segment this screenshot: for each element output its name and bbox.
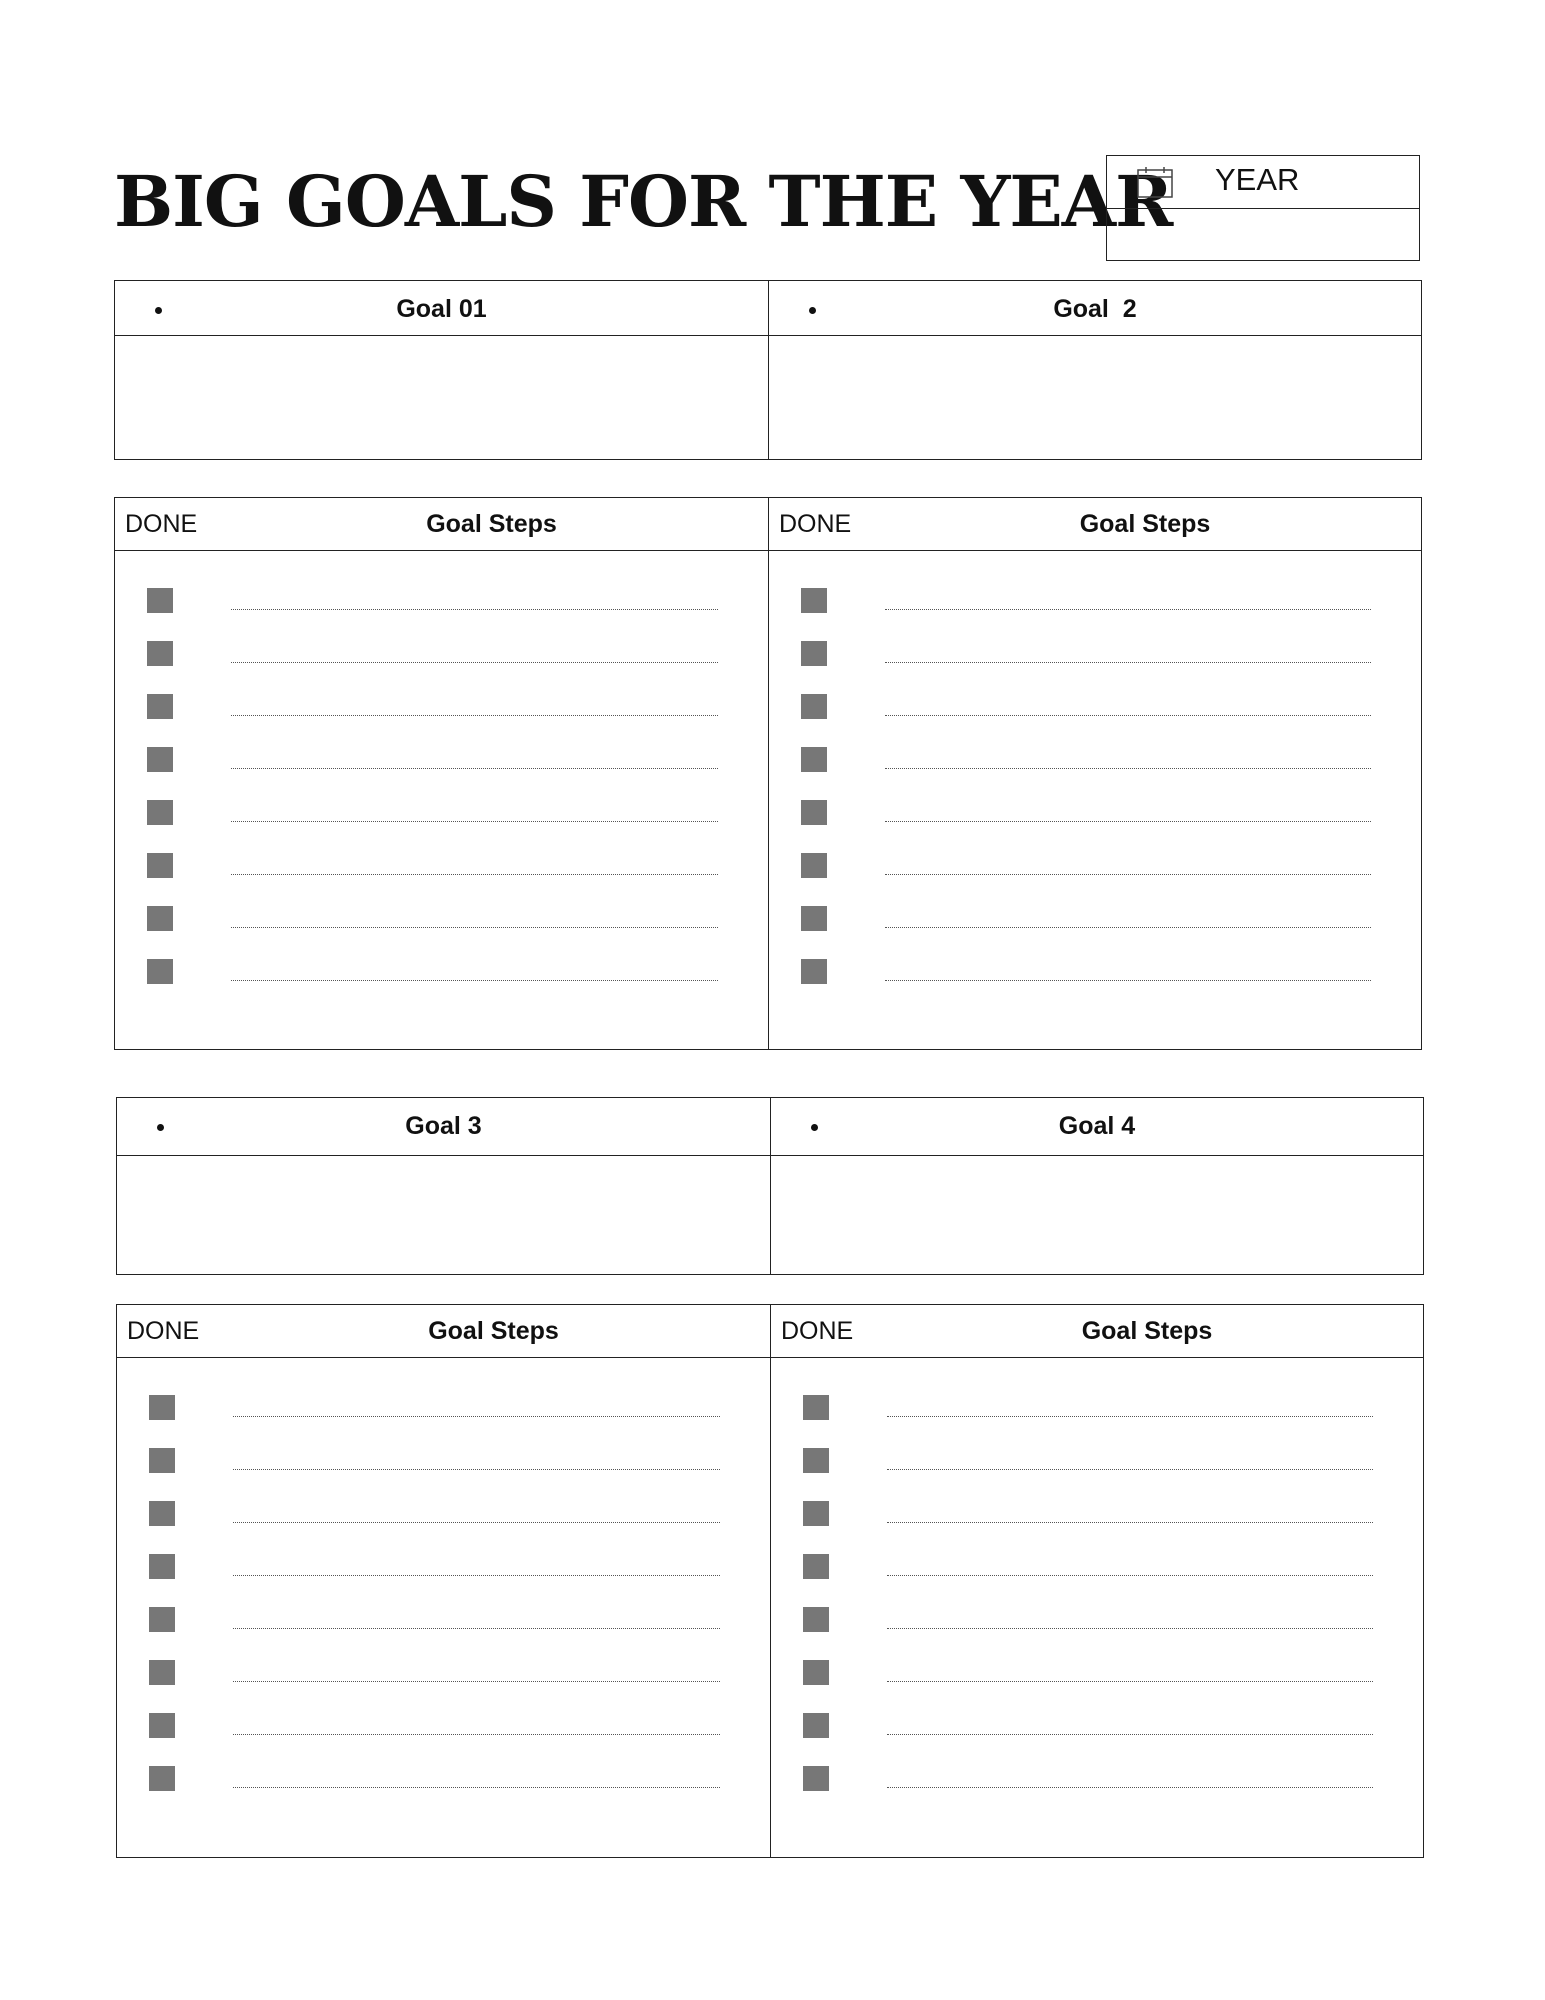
done-checkbox[interactable] xyxy=(801,959,827,984)
done-checkbox[interactable] xyxy=(801,641,827,666)
goal-1-steps-column xyxy=(115,498,768,1049)
step-row xyxy=(115,588,768,641)
goal-3-steps-list xyxy=(117,1395,770,1819)
step-input-line[interactable] xyxy=(887,1469,1373,1470)
goal-2-column xyxy=(768,281,1421,459)
done-label: DONE xyxy=(779,510,852,538)
done-checkbox[interactable] xyxy=(149,1713,175,1738)
step-input-line[interactable] xyxy=(887,1416,1373,1417)
goal-1-description-area[interactable] xyxy=(115,336,768,456)
done-checkbox[interactable] xyxy=(147,588,173,613)
done-label: DONE xyxy=(781,1317,854,1345)
step-row xyxy=(117,1660,770,1713)
step-row xyxy=(769,800,1421,853)
done-checkbox[interactable] xyxy=(801,853,827,878)
step-input-line[interactable] xyxy=(231,927,718,928)
done-checkbox[interactable] xyxy=(147,800,173,825)
goal-4-column xyxy=(770,1098,1423,1274)
done-checkbox[interactable] xyxy=(801,747,827,772)
step-row xyxy=(771,1448,1423,1501)
done-checkbox[interactable] xyxy=(803,1660,829,1685)
goal-3-steps-header xyxy=(117,1305,770,1358)
step-row xyxy=(769,959,1421,1012)
done-checkbox[interactable] xyxy=(147,959,173,984)
done-checkbox[interactable] xyxy=(149,1501,175,1526)
page-title: BIG GOALS FOR THE YEAR xyxy=(114,160,1173,243)
done-checkbox[interactable] xyxy=(801,906,827,931)
done-checkbox[interactable] xyxy=(801,694,827,719)
step-input-line[interactable] xyxy=(233,1575,720,1576)
goal-4-title: Goal 4 xyxy=(1058,1112,1136,1140)
goal-1-steps-list xyxy=(115,588,768,1012)
steps-box-1-2 xyxy=(114,497,1422,1050)
step-row xyxy=(115,906,768,959)
step-input-line[interactable] xyxy=(233,1734,720,1735)
goal-2-steps-list xyxy=(769,588,1421,1012)
done-checkbox[interactable] xyxy=(147,853,173,878)
step-row xyxy=(115,747,768,800)
step-row xyxy=(117,1501,770,1554)
done-checkbox[interactable] xyxy=(801,588,827,613)
goal-box-3-4 xyxy=(116,1097,1424,1275)
step-input-line[interactable] xyxy=(887,1787,1373,1788)
goal-4-steps-list xyxy=(771,1395,1423,1819)
goal-2-description-area[interactable] xyxy=(769,336,1421,456)
step-row xyxy=(769,641,1421,694)
step-row xyxy=(117,1395,770,1448)
year-input-area[interactable] xyxy=(1107,209,1419,261)
done-checkbox[interactable] xyxy=(803,1713,829,1738)
step-row xyxy=(117,1766,770,1819)
step-row xyxy=(769,694,1421,747)
step-input-line[interactable] xyxy=(885,768,1371,769)
step-input-line[interactable] xyxy=(233,1681,720,1682)
step-input-line[interactable] xyxy=(887,1734,1373,1735)
goal-1-header xyxy=(115,281,768,336)
done-checkbox[interactable] xyxy=(149,1554,175,1579)
goal-3-header xyxy=(117,1098,770,1156)
step-row xyxy=(771,1501,1423,1554)
step-input-line[interactable] xyxy=(231,821,718,822)
done-checkbox[interactable] xyxy=(803,1501,829,1526)
done-checkbox[interactable] xyxy=(147,906,173,931)
done-checkbox[interactable] xyxy=(803,1766,829,1791)
step-row xyxy=(771,1395,1423,1448)
step-row xyxy=(117,1448,770,1501)
step-input-line[interactable] xyxy=(887,1628,1373,1629)
step-input-line[interactable] xyxy=(231,715,718,716)
step-input-line[interactable] xyxy=(233,1522,720,1523)
step-input-line[interactable] xyxy=(231,874,718,875)
steps-box-3-4 xyxy=(116,1304,1424,1858)
step-input-line[interactable] xyxy=(885,927,1371,928)
step-row xyxy=(769,747,1421,800)
step-input-line[interactable] xyxy=(885,874,1371,875)
year-box xyxy=(1106,155,1420,261)
year-header xyxy=(1107,156,1419,209)
goal-2-steps-header xyxy=(769,498,1421,551)
step-row xyxy=(771,1554,1423,1607)
step-row xyxy=(115,800,768,853)
done-checkbox[interactable] xyxy=(803,1554,829,1579)
step-input-line[interactable] xyxy=(887,1575,1373,1576)
goal-4-header xyxy=(771,1098,1423,1156)
goal-steps-label: Goal Steps xyxy=(426,510,557,538)
goal-steps-label: Goal Steps xyxy=(428,1317,559,1345)
step-input-line[interactable] xyxy=(887,1522,1373,1523)
step-row xyxy=(771,1660,1423,1713)
done-label: DONE xyxy=(125,510,198,538)
step-input-line[interactable] xyxy=(885,821,1371,822)
step-row xyxy=(769,853,1421,906)
done-checkbox[interactable] xyxy=(803,1395,829,1420)
step-input-line[interactable] xyxy=(231,980,718,981)
step-row xyxy=(771,1607,1423,1660)
step-input-line[interactable] xyxy=(885,609,1371,610)
step-row xyxy=(115,959,768,1012)
step-input-line[interactable] xyxy=(231,609,718,610)
done-checkbox[interactable] xyxy=(149,1766,175,1791)
step-row xyxy=(769,906,1421,959)
goal-4-steps-header xyxy=(771,1305,1423,1358)
step-row xyxy=(771,1766,1423,1819)
step-row xyxy=(117,1554,770,1607)
step-input-line[interactable] xyxy=(233,1416,720,1417)
year-label: YEAR xyxy=(1215,162,1300,197)
goal-3-column xyxy=(117,1098,770,1274)
done-checkbox[interactable] xyxy=(149,1395,175,1420)
step-row xyxy=(769,588,1421,641)
goal-steps-label: Goal Steps xyxy=(1081,1317,1213,1345)
done-checkbox[interactable] xyxy=(147,694,173,719)
goal-3-steps-column xyxy=(117,1305,770,1857)
done-checkbox[interactable] xyxy=(801,800,827,825)
goal-2-header xyxy=(769,281,1421,336)
step-row xyxy=(115,853,768,906)
step-input-line[interactable] xyxy=(233,1469,720,1470)
goal-3-title: Goal 3 xyxy=(405,1112,482,1140)
step-input-line[interactable] xyxy=(885,715,1371,716)
done-checkbox[interactable] xyxy=(147,747,173,772)
step-input-line[interactable] xyxy=(887,1681,1373,1682)
goal-3-description-area[interactable] xyxy=(117,1156,770,1274)
step-row xyxy=(771,1713,1423,1766)
step-input-line[interactable] xyxy=(231,662,718,663)
goal-2-steps-column xyxy=(768,498,1421,1049)
done-checkbox[interactable] xyxy=(149,1660,175,1685)
step-row xyxy=(115,641,768,694)
done-checkbox[interactable] xyxy=(803,1607,829,1632)
step-input-line[interactable] xyxy=(885,980,1371,981)
done-checkbox[interactable] xyxy=(149,1607,175,1632)
goal-4-description-area[interactable] xyxy=(771,1156,1423,1274)
goal-1-column xyxy=(115,281,768,459)
goal-4-steps-column xyxy=(770,1305,1423,1857)
step-input-line[interactable] xyxy=(233,1787,720,1788)
done-checkbox[interactable] xyxy=(147,641,173,666)
goal-box-1-2 xyxy=(114,280,1422,460)
step-row xyxy=(117,1607,770,1660)
done-label: DONE xyxy=(127,1317,200,1345)
step-input-line[interactable] xyxy=(885,662,1371,663)
done-checkbox[interactable] xyxy=(149,1448,175,1473)
step-input-line[interactable] xyxy=(233,1628,720,1629)
goal-1-title: Goal 01 xyxy=(396,295,487,323)
done-checkbox[interactable] xyxy=(803,1448,829,1473)
step-input-line[interactable] xyxy=(231,768,718,769)
goal-1-steps-header xyxy=(115,498,768,551)
step-row xyxy=(115,694,768,747)
goal-steps-label: Goal Steps xyxy=(1079,510,1211,538)
calendar-icon xyxy=(1137,166,1173,198)
step-row xyxy=(117,1713,770,1766)
goal-2-title: Goal 2 xyxy=(1053,295,1137,323)
